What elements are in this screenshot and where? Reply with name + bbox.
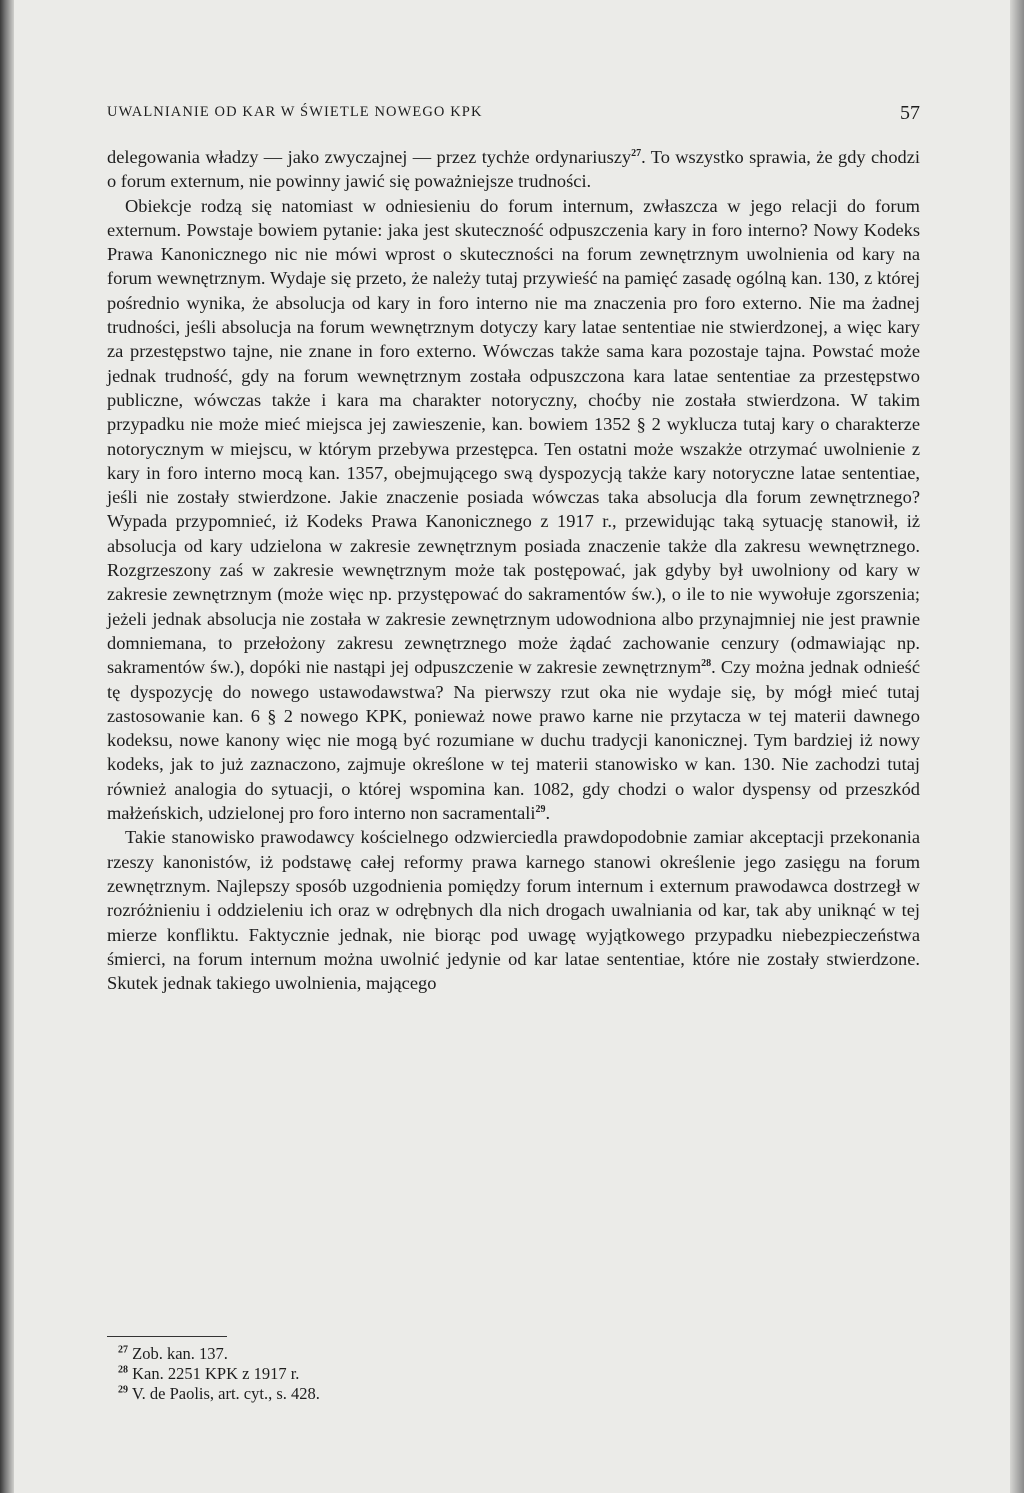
scan-left-edge (0, 0, 14, 1493)
footnote-number: 29 (118, 1384, 128, 1396)
footnote-27 (118, 1344, 618, 1364)
page-number: 57 (900, 102, 920, 124)
footnote-number: 28 (118, 1364, 128, 1376)
paragraph-3 (107, 825, 920, 995)
footnote-number: 27 (118, 1344, 128, 1356)
paragraph-2 (107, 194, 920, 826)
footnote-ref-28: 28 (701, 658, 712, 670)
footnote-text: Kan. 2251 KPK z 1917 r. (132, 1364, 300, 1383)
text-run: . To wszystko sprawia, że gdy chodzi o forum externum, nie powinny jawić się poważniejsze trudności. (107, 147, 920, 192)
scan-right-edge (1010, 0, 1024, 1493)
footnotes (118, 1344, 618, 1404)
text-run: delegowania władzy — jako zwyczajnej — przez tychże ordynariuszy (107, 147, 632, 167)
text-run: Takie stanowisko prawodawcy kościelnego odzwierciedla prawdopodobnie zamiar akceptacji przekonania rzeszy kanonistów, iż podstawę całej reformy prawa karnego stanowi określenie jego zasięgu na forum zewnętrznym. Najlepszy sposób uzgodnienia pomiędzy forum internum i externum prawodawca dostrzegł w rozróżnieniu i oddzieleniu ich oraz w odrębnych dla nich drogach uwalniania od kar, tak aby uniknąć w tej mierze konfliktu. Faktycznie jednak, nie biorąc pod uwagę wyjątkowego przypadku niebezpieczeństwa śmierci, na forum internum można uwolnić jedynie od kar latae sententiae, które nie zostały stwierdzone. Skutek jednak takiego uwolnienia, mającego (107, 827, 920, 994)
body-text (107, 145, 920, 995)
text-run: Obiekcje rodzą się natomiast w odniesieniu do forum internum, zwłaszcza w jego relacji do forum externum. Powstaje bowiem pytanie: jaka jest skuteczność odpuszczenia kary in foro interno? Nowy Kodeks Prawa Kanonicznego nic nie mówi wprost o skuteczności na forum zewnętrznym uwolnienia od kary na forum wewnętrznym. Wydaje się przeto, że należy tutaj przywieść na pamięć zasadę ogólną kan. 130, z której pośrednio wynika, że absolucja od kary in foro interno nie ma znaczenia pro foro externo. Nie ma żadnej trudności, jeśli absolucja na forum wewnętrznym dotyczy kary latae sententiae nie stwierdzonej, a więc kary za przestępstwo tajne, nie znane in foro externo. Wówczas także sama kara pozostaje tajna. Powstać może jednak trudność, gdy na forum wewnętrznym została odpuszczona kara latae sententiae za przestępstwo publiczne, wówczas także i kara ma charakter notoryczny, choćby nie została stwierdzona. W takim przypadku nie może mieć miejsca jej zawieszenie, kan. bowiem 1352 § 2 wyklucza tutaj kary o charakterze notorycznym w miejscu, w którym przebywa przestępca. Ten ostatni może wszakże otrzymać uwolnienie z kary in foro interno mocą kan. 1357, obejmującego swą dyspozycją także kary notoryczne latae sententiae, jeśli nie zostały stwierdzone. Jakie znaczenie posiada wówczas taka absolucja dla forum zewnętrznego? Wypada przypomnieć, iż Kodeks Prawa Kanonicznego z 1917 r., przewidując taką sytuację stanowił, iż absolucja od kary udzielona w zakresie zewnętrznym posiada znaczenie także dla zakresu wewnętrznego. Rozgrzeszony zaś w zakresie wewnętrznym może tak postępować, jak gdyby był uwolniony od kary w zakresie zewnętrznym (może więc np. przystępować do sakramentów św.), o ile to nie wywołuje zgorszenia; jeżeli jednak absolucja nie została w zakresie zewnętrznym udowodniona albo przynajmniej nie jest prawnie domniemana, to przełożony zakresu zewnętrznego może żądać zachowanie cenzury (odmawiając np. sakramentów św.), dopóki nie nastąpi jej odpuszczenie w zakresie zewnętrznym (107, 195, 920, 678)
page-header (107, 102, 920, 128)
footnote-ref-27: 27 (631, 147, 642, 159)
footnote-rule (107, 1336, 227, 1337)
text-run: . (545, 803, 551, 824)
paragraph-1 (107, 145, 920, 194)
footnote-text: Zob. kan. 137. (132, 1344, 228, 1363)
running-title: UWALNIANIE OD KAR W ŚWIETLE NOWEGO KPK (107, 104, 483, 120)
footnote-ref-29: 29 (535, 803, 546, 815)
footnote-28 (118, 1364, 618, 1384)
footnote-29 (118, 1384, 618, 1404)
footnote-text: V. de Paolis, art. cyt., s. 428. (131, 1384, 320, 1403)
text-run: . Czy można jednak odnieść tę dyspozycję do nowego ustawodawstwa? Na pierwszy rzut oka nie wydaje się, by mógł mieć tutaj zastosowanie kan. 6 § 2 nowego KPK, ponieważ nowe prawo karne nie przytacza w tej materii dawnego kodeksu, nowe kanony więc nie mogą być rozumiane w duchu tradycji kanonicznej. Tym bardziej iż nowy kodeks, jak to już zaznaczono, zajmuje określone w tej materii stanowisko w kan. 130. Nie zachodzi tutaj również analogia do sytuacji, o której wspomina kan. 1082, gdy chodzi o walor dyspensy od przeszkód małżeńskich, udzielonej pro foro interno non sacramentali (107, 657, 920, 824)
